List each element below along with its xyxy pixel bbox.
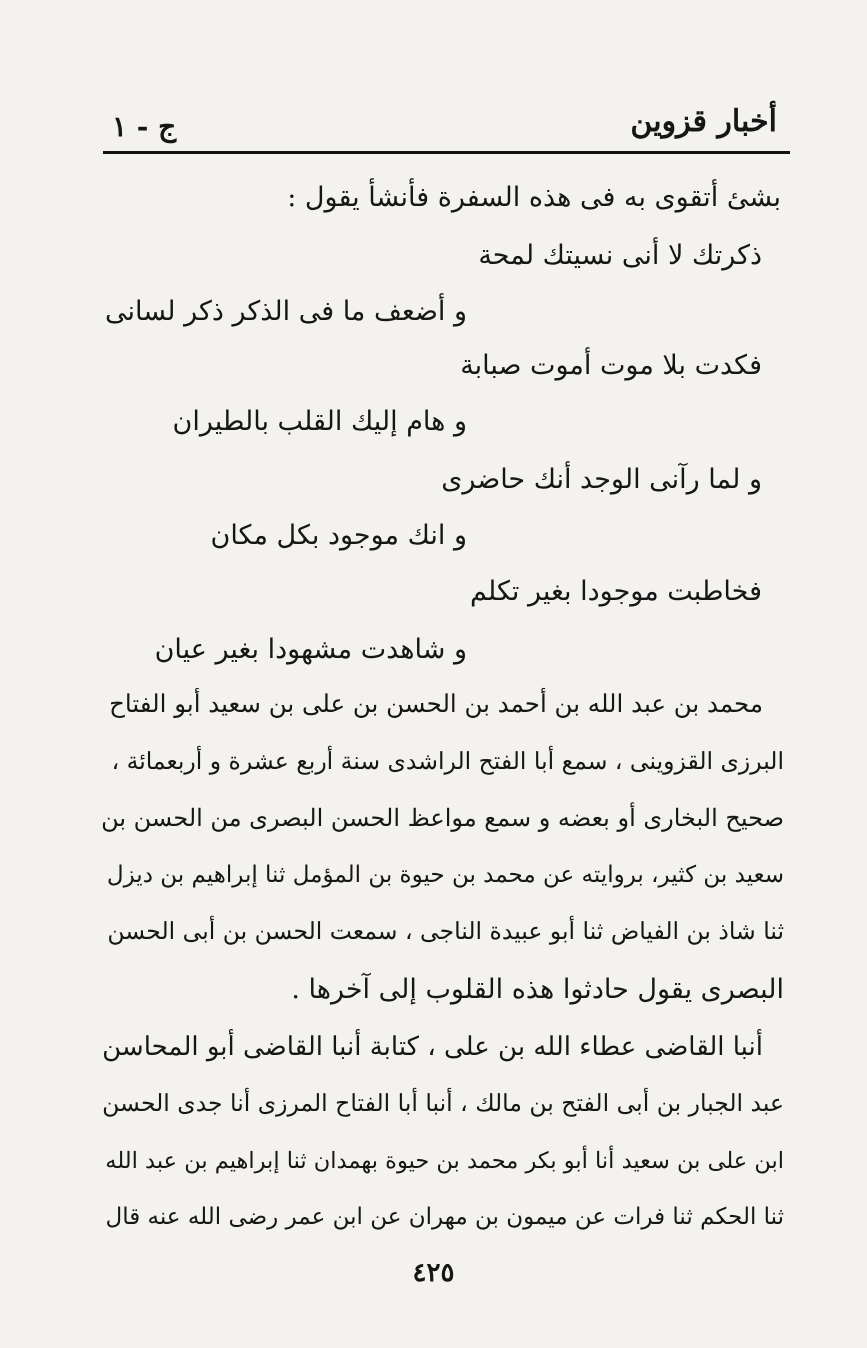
paragraph-1-line-4: سعيد بن كثير، بروايته عن محمد بن حيوة بن المؤمل ثنا إبراهيم بن ديزل	[106, 862, 784, 888]
page-number: ٤٢٥	[412, 1258, 455, 1288]
paragraph-1-line-2: البرزى القزوينى ، سمع أبا الفتح الراشدى سنة أربع عشرة و أربعمائة ،	[111, 747, 784, 775]
poem-verse-4-first: فخاطبت موجودا بغير تكلم	[470, 576, 762, 607]
poem-verse-3-first: و لما رآنى الوجد أنك حاضرى	[441, 464, 762, 495]
paragraph-2-line-2: عبد الجبار بن أبى الفتح بن مالك ، أنبا أبا الفتاح المرزى أنا جدى الحسن	[102, 1089, 784, 1117]
paragraph-2-line-4: ثنا الحكم ثنا فرات عن ميمون بن مهران عن ابن عمر رضى الله عنه قال	[105, 1204, 784, 1230]
poem-verse-1-second: و أضعف ما فى الذكر ذكر لسانى	[104, 296, 467, 327]
paragraph-1-line-3: صحيح البخارى أو بعضه و سمع مواعظ الحسن البصرى من الحسن بن	[101, 804, 784, 832]
poem-verse-3-second: و انك موجود بكل مكان	[210, 520, 467, 551]
header-divider	[103, 151, 790, 154]
poem-verse-4-second: و شاهدت مشهودا بغير عيان	[154, 634, 467, 665]
running-header-title: أخبار قزوين	[630, 104, 777, 139]
poem-verse-2-second: و هام إليك القلب بالطيران	[172, 406, 467, 437]
poem-verse-2-first: فكدت بلا موت أموت صبابة	[460, 350, 762, 381]
intro-line: بشئ أتقوى به فى هذه السفرة فأنشأ يقول :	[287, 182, 781, 213]
paragraph-1-line-6: البصرى يقول حادثوا هذه القلوب إلى آخرها .	[291, 974, 784, 1005]
paragraph-1-line-5: ثنا شاذ بن الفياض ثنا أبو عبيدة الناجى ، سمعت الحسن بن أبى الحسن	[107, 917, 784, 945]
paragraph-2-line-1: أنبا القاضى عطاء الله بن على ، كتابة أنبا القاضى أبو المحاسن	[102, 1032, 763, 1062]
paragraph-2-line-3: ابن على بن سعيد أنا أبو بكر محمد بن حيوة بهمدان ثنا إبراهيم بن عبد الله	[105, 1148, 784, 1174]
paragraph-1-line-1: محمد بن عبد الله بن أحمد بن الحسن بن على بن سعيد أبو الفتاح	[109, 689, 763, 718]
running-header-volume: ج - ١	[112, 110, 177, 143]
poem-verse-1-first: ذكرتك لا أنى نسيتك لمحة	[478, 240, 762, 271]
